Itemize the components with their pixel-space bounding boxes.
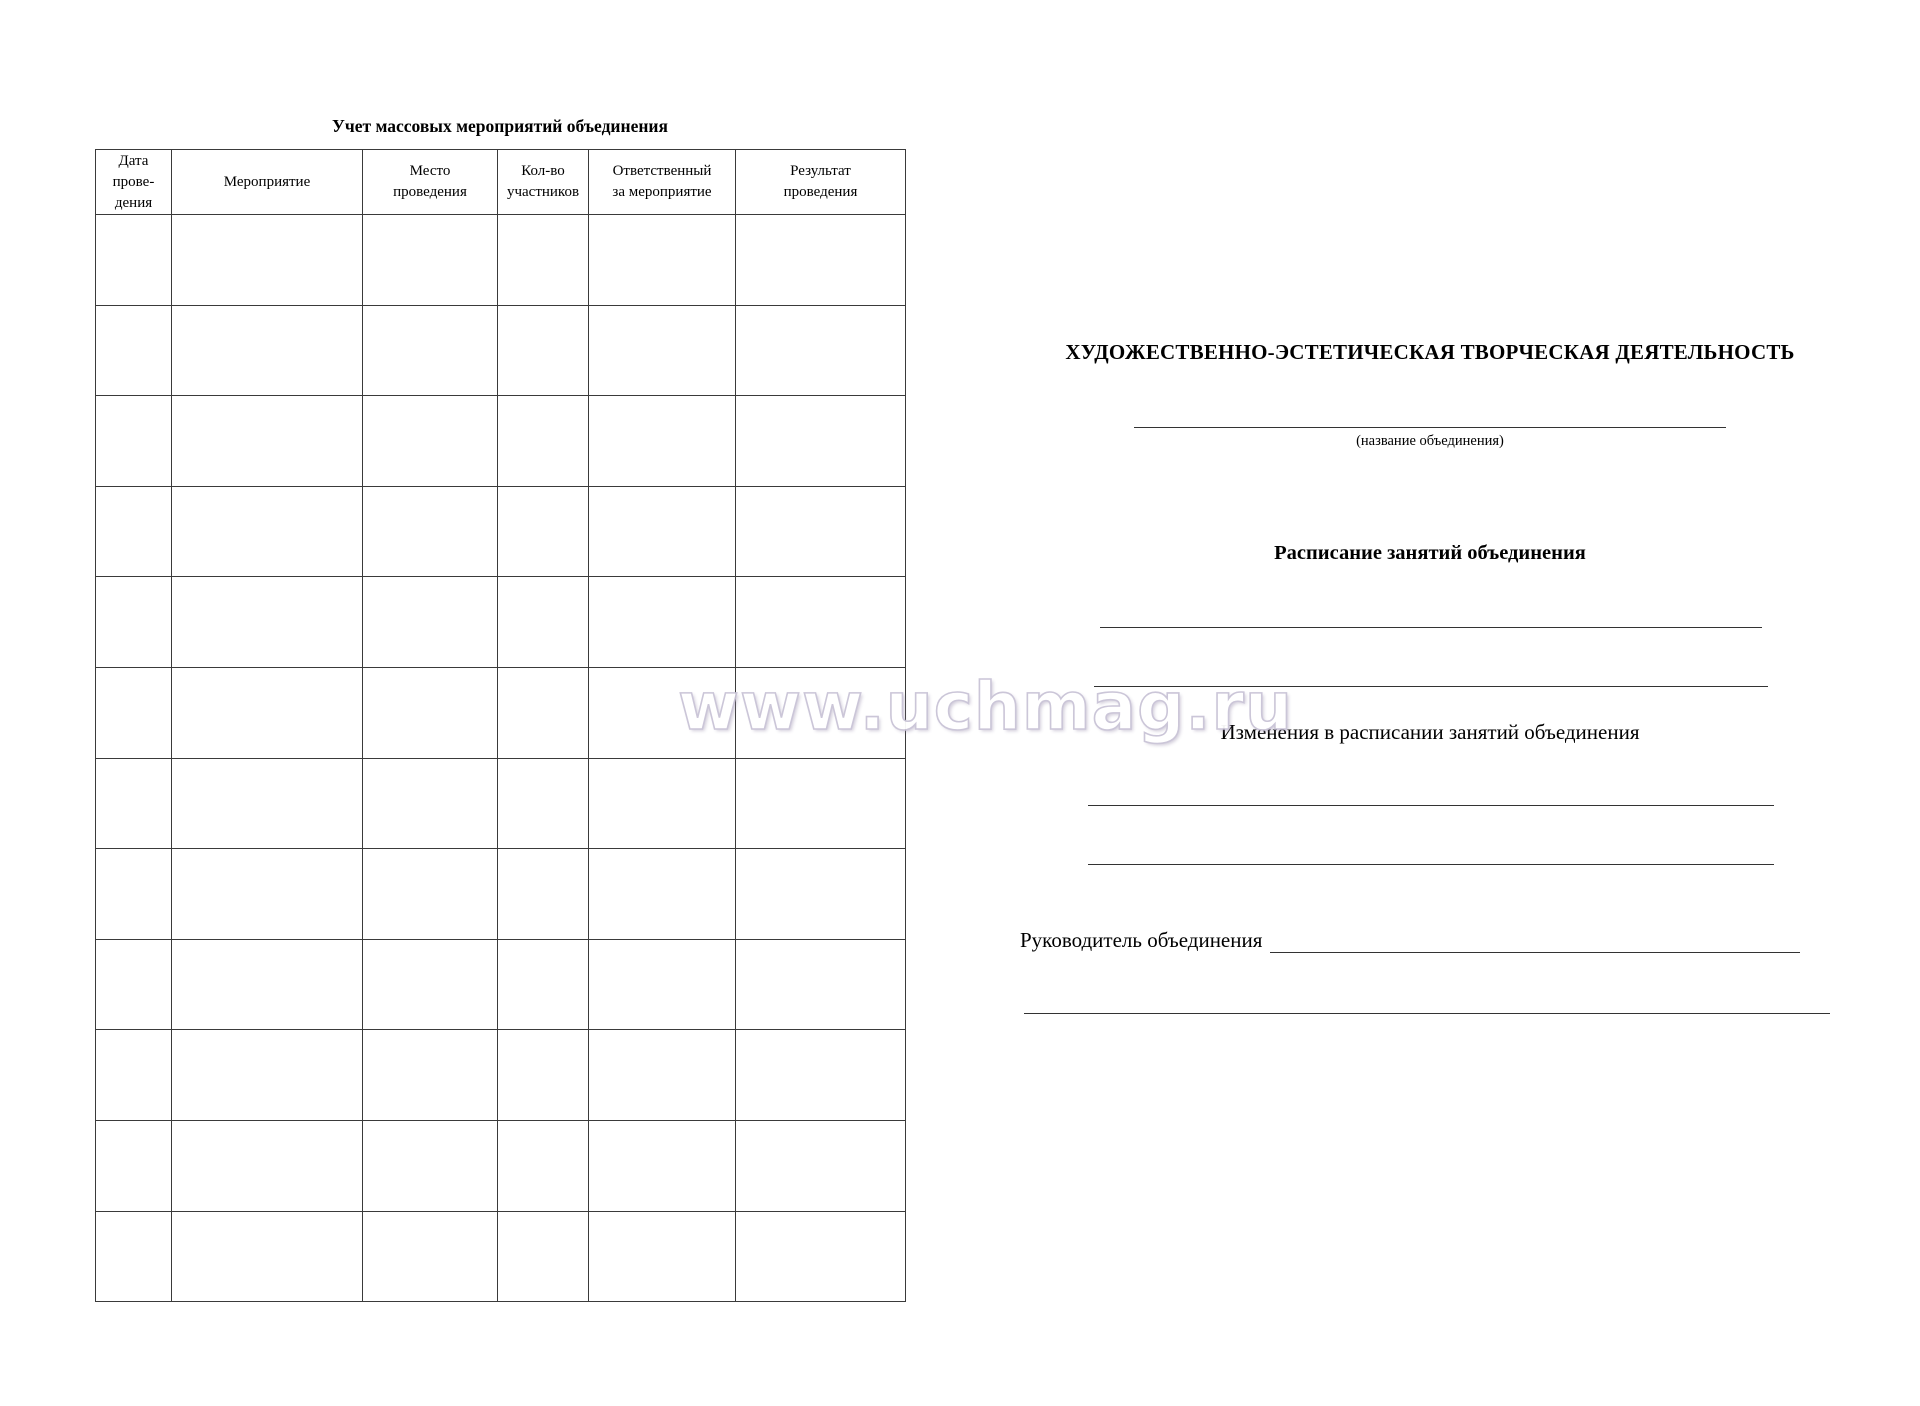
table-cell[interactable] xyxy=(363,305,498,396)
table-cell[interactable] xyxy=(363,849,498,940)
table-row xyxy=(96,215,906,306)
table-cell[interactable] xyxy=(589,939,736,1030)
table-cell[interactable] xyxy=(498,1030,589,1121)
table-row xyxy=(96,396,906,487)
table-cell[interactable] xyxy=(589,849,736,940)
table-cell[interactable] xyxy=(589,667,736,758)
table-cell[interactable] xyxy=(589,577,736,668)
table-cell[interactable] xyxy=(589,758,736,849)
table-cell[interactable] xyxy=(172,849,363,940)
header-date-line: прове- xyxy=(112,173,155,190)
table-cell[interactable] xyxy=(498,305,589,396)
left-page xyxy=(95,115,905,1302)
schedule-line[interactable] xyxy=(1100,627,1762,628)
table-cell[interactable] xyxy=(498,667,589,758)
header-count-line: участников xyxy=(506,184,580,200)
header-date-line: дения xyxy=(114,194,153,211)
table-cell[interactable] xyxy=(736,849,906,940)
table-row xyxy=(96,667,906,758)
header-responsible-line: Ответственный xyxy=(612,163,712,179)
table-cell[interactable] xyxy=(736,305,906,396)
table-row xyxy=(96,305,906,396)
table-cell[interactable] xyxy=(96,1211,172,1302)
table-cell[interactable] xyxy=(363,1211,498,1302)
head-of-association-row xyxy=(1020,928,1850,953)
table-cell[interactable] xyxy=(172,396,363,487)
table-cell[interactable] xyxy=(172,939,363,1030)
table-cell[interactable] xyxy=(498,1211,589,1302)
table-cell[interactable] xyxy=(736,758,906,849)
header-event-line: Мероприятие xyxy=(223,173,311,190)
table-cell[interactable] xyxy=(498,758,589,849)
head-of-association-line-2[interactable] xyxy=(1024,1013,1830,1014)
table-cell[interactable] xyxy=(172,667,363,758)
table-cell[interactable] xyxy=(96,305,172,396)
events-table-header-row xyxy=(96,150,906,215)
table-cell[interactable] xyxy=(363,486,498,577)
table-row xyxy=(96,758,906,849)
table-row xyxy=(96,1030,906,1121)
table-cell[interactable] xyxy=(589,215,736,306)
table-cell[interactable] xyxy=(363,577,498,668)
table-cell[interactable] xyxy=(96,486,172,577)
table-cell[interactable] xyxy=(363,1030,498,1121)
head-of-association-line[interactable] xyxy=(1270,930,1800,953)
table-cell[interactable] xyxy=(172,1211,363,1302)
table-cell[interactable] xyxy=(363,396,498,487)
table-cell[interactable] xyxy=(172,577,363,668)
schedule-title: Расписание занятий объединения xyxy=(1274,542,1586,564)
table-cell[interactable] xyxy=(363,939,498,1030)
table-cell[interactable] xyxy=(96,939,172,1030)
table-cell[interactable] xyxy=(96,758,172,849)
table-cell[interactable] xyxy=(96,1030,172,1121)
table-cell[interactable] xyxy=(172,1030,363,1121)
table-cell[interactable] xyxy=(96,396,172,487)
header-event xyxy=(172,150,363,215)
header-result-line: Результат xyxy=(790,163,851,179)
watermark: www.uchmag.ru xyxy=(678,668,1294,745)
table-row xyxy=(96,1120,906,1211)
table-cell[interactable] xyxy=(736,396,906,487)
table-cell[interactable] xyxy=(736,667,906,758)
table-cell[interactable] xyxy=(498,1120,589,1211)
table-cell[interactable] xyxy=(498,849,589,940)
header-responsible-line: за мероприятие xyxy=(612,184,712,200)
association-name-line[interactable] xyxy=(1134,427,1726,428)
events-table-body xyxy=(96,215,906,1302)
table-cell[interactable] xyxy=(589,1120,736,1211)
table-cell[interactable] xyxy=(96,667,172,758)
table-cell[interactable] xyxy=(736,1030,906,1121)
table-cell[interactable] xyxy=(96,849,172,940)
events-table-title: Учет массовых мероприятий объединения xyxy=(332,116,668,136)
table-cell[interactable] xyxy=(363,215,498,306)
schedule-changes-line[interactable] xyxy=(1088,805,1774,806)
table-cell[interactable] xyxy=(96,1120,172,1211)
header-result-line: проведения xyxy=(783,184,858,200)
table-cell[interactable] xyxy=(589,396,736,487)
table-cell[interactable] xyxy=(363,1120,498,1211)
right-page xyxy=(1010,0,1850,1406)
table-cell[interactable] xyxy=(498,577,589,668)
table-cell[interactable] xyxy=(498,396,589,487)
header-participants-count xyxy=(498,150,589,215)
activity-heading: ХУДОЖЕСТВЕННО-ЭСТЕТИЧЕСКАЯ ТВОРЧЕСКАЯ ДЕЯТЕЛЬНОСТЬ xyxy=(1065,340,1795,364)
events-table xyxy=(95,149,906,1302)
header-count-line: Кол-во xyxy=(521,163,565,179)
table-cell[interactable] xyxy=(363,667,498,758)
table-cell[interactable] xyxy=(498,215,589,306)
association-name-caption: (название объединения) xyxy=(1356,433,1504,449)
header-date xyxy=(96,150,172,215)
header-result xyxy=(736,150,906,215)
table-cell[interactable] xyxy=(172,1120,363,1211)
table-row xyxy=(96,849,906,940)
table-cell[interactable] xyxy=(736,1211,906,1302)
table-cell[interactable] xyxy=(172,305,363,396)
table-cell[interactable] xyxy=(736,577,906,668)
schedule-changes-line[interactable] xyxy=(1088,864,1774,865)
header-place xyxy=(363,150,498,215)
table-cell[interactable] xyxy=(589,486,736,577)
table-cell[interactable] xyxy=(736,1120,906,1211)
table-row xyxy=(96,577,906,668)
schedule-changes-title: Изменения в расписании занятий объединения xyxy=(1220,720,1640,744)
table-row xyxy=(96,939,906,1030)
table-cell[interactable] xyxy=(363,758,498,849)
header-place-line: проведения xyxy=(393,184,467,200)
table-cell[interactable] xyxy=(96,215,172,306)
table-cell[interactable] xyxy=(96,577,172,668)
table-cell[interactable] xyxy=(589,305,736,396)
table-cell[interactable] xyxy=(498,486,589,577)
table-row xyxy=(96,486,906,577)
table-cell[interactable] xyxy=(589,1211,736,1302)
head-of-association-label: Руководитель объединения xyxy=(1020,928,1263,952)
header-date-line: Дата xyxy=(118,152,149,169)
table-row xyxy=(96,1211,906,1302)
table-cell[interactable] xyxy=(736,939,906,1030)
schedule-line[interactable] xyxy=(1094,686,1768,687)
header-responsible xyxy=(589,150,736,215)
header-place-line: Место xyxy=(409,163,451,179)
table-cell[interactable] xyxy=(736,215,906,306)
table-cell[interactable] xyxy=(498,939,589,1030)
table-cell[interactable] xyxy=(589,1030,736,1121)
table-cell[interactable] xyxy=(172,215,363,306)
table-cell[interactable] xyxy=(172,758,363,849)
table-cell[interactable] xyxy=(736,486,906,577)
table-cell[interactable] xyxy=(172,486,363,577)
